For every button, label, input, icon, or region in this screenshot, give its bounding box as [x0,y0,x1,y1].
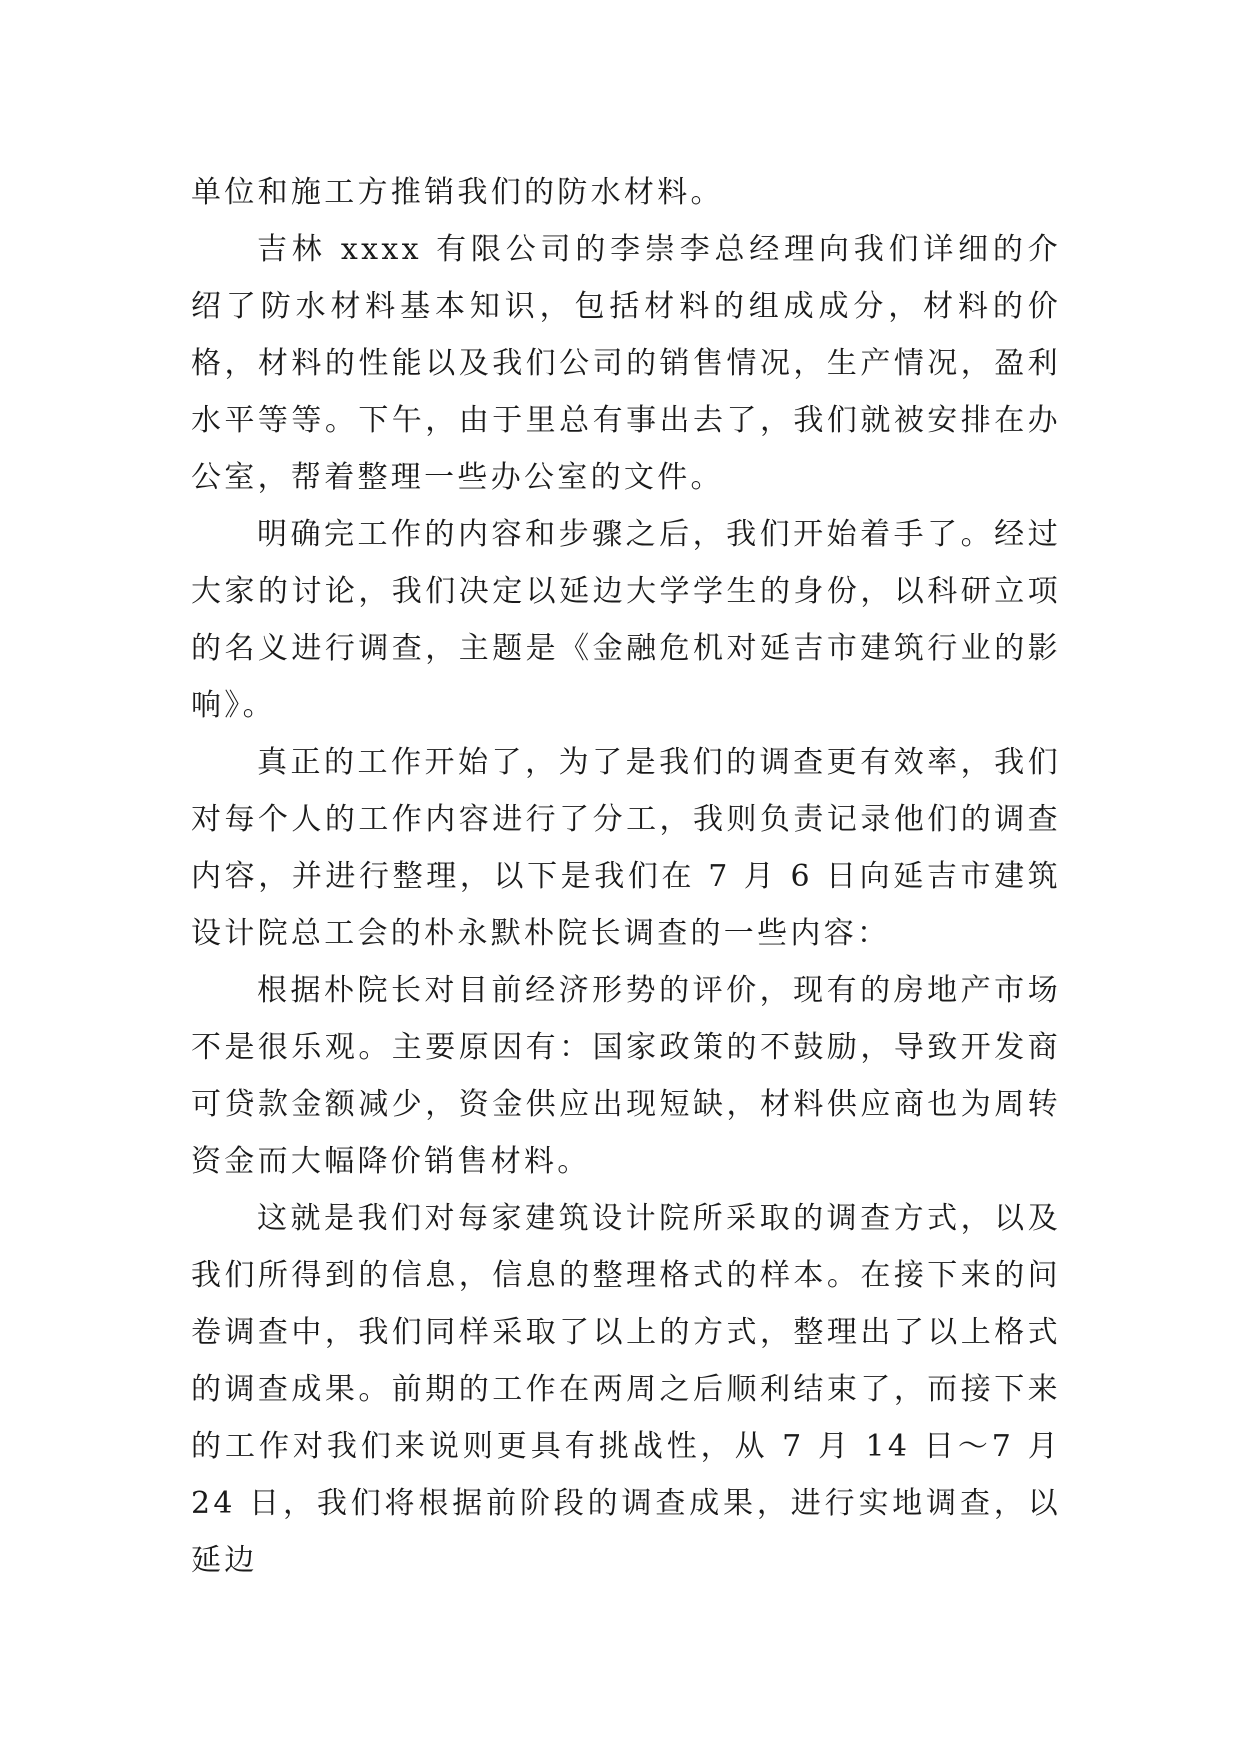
paragraph-1: 单位和施工方推销我们的防水材料。 [191,175,724,210]
paragraph-4: 真正的工作开始了，为了是我们的调查更有效率，我们对每个人的工作内容进行了分工，我则负责记录他们的调查内容，并进行整理，以下是我们在 7 月 6 日向延吉市建筑设计院总工会的朴永默朴院长调查的一些内容： [191,745,1061,951]
paragraph-3: 明确完工作的内容和步骤之后，我们开始着手了。经过大家的讨论，我们决定以延边大学学生的身份，以科研立项的名义进行调查，主题是《金融危机对延吉市建筑行业的影响》。 [191,517,1061,723]
paragraph-6: 这就是我们对每家建筑设计院所采取的调查方式，以及我们所得到的信息，信息的整理格式的样本。在接下来的问卷调查中，我们同样采取了以上的方式，整理出了以上格式的调查成果。前期的工作在两周之后顺利结束了，而接下来的工作对我们来说则更具有挑战性，从 7 月 14 日～7 月 24 日，我们将根据前阶段的调查成果，进行实地调查，以延边 [191,1201,1061,1578]
paragraph-5: 根据朴院长对目前经济形势的评价，现有的房地产市场不是很乐观。主要原因有：国家政策的不鼓励，导致开发商可贷款金额减少，资金供应出现短缺，材料供应商也为周转资金而大幅降价销售材料。 [191,973,1061,1179]
paragraph-2: 吉林 xxxx 有限公司的李崇李总经理向我们详细的介绍了防水材料基本知识，包括材料的组成成分，材料的价格，材料的性能以及我们公司的销售情况，生产情况，盈利水平等等。下午，由于里总有事出去了，我们就被安排在办公室，帮着整理一些办公室的文件。 [191,232,1061,495]
document-body [191,164,1061,1589]
